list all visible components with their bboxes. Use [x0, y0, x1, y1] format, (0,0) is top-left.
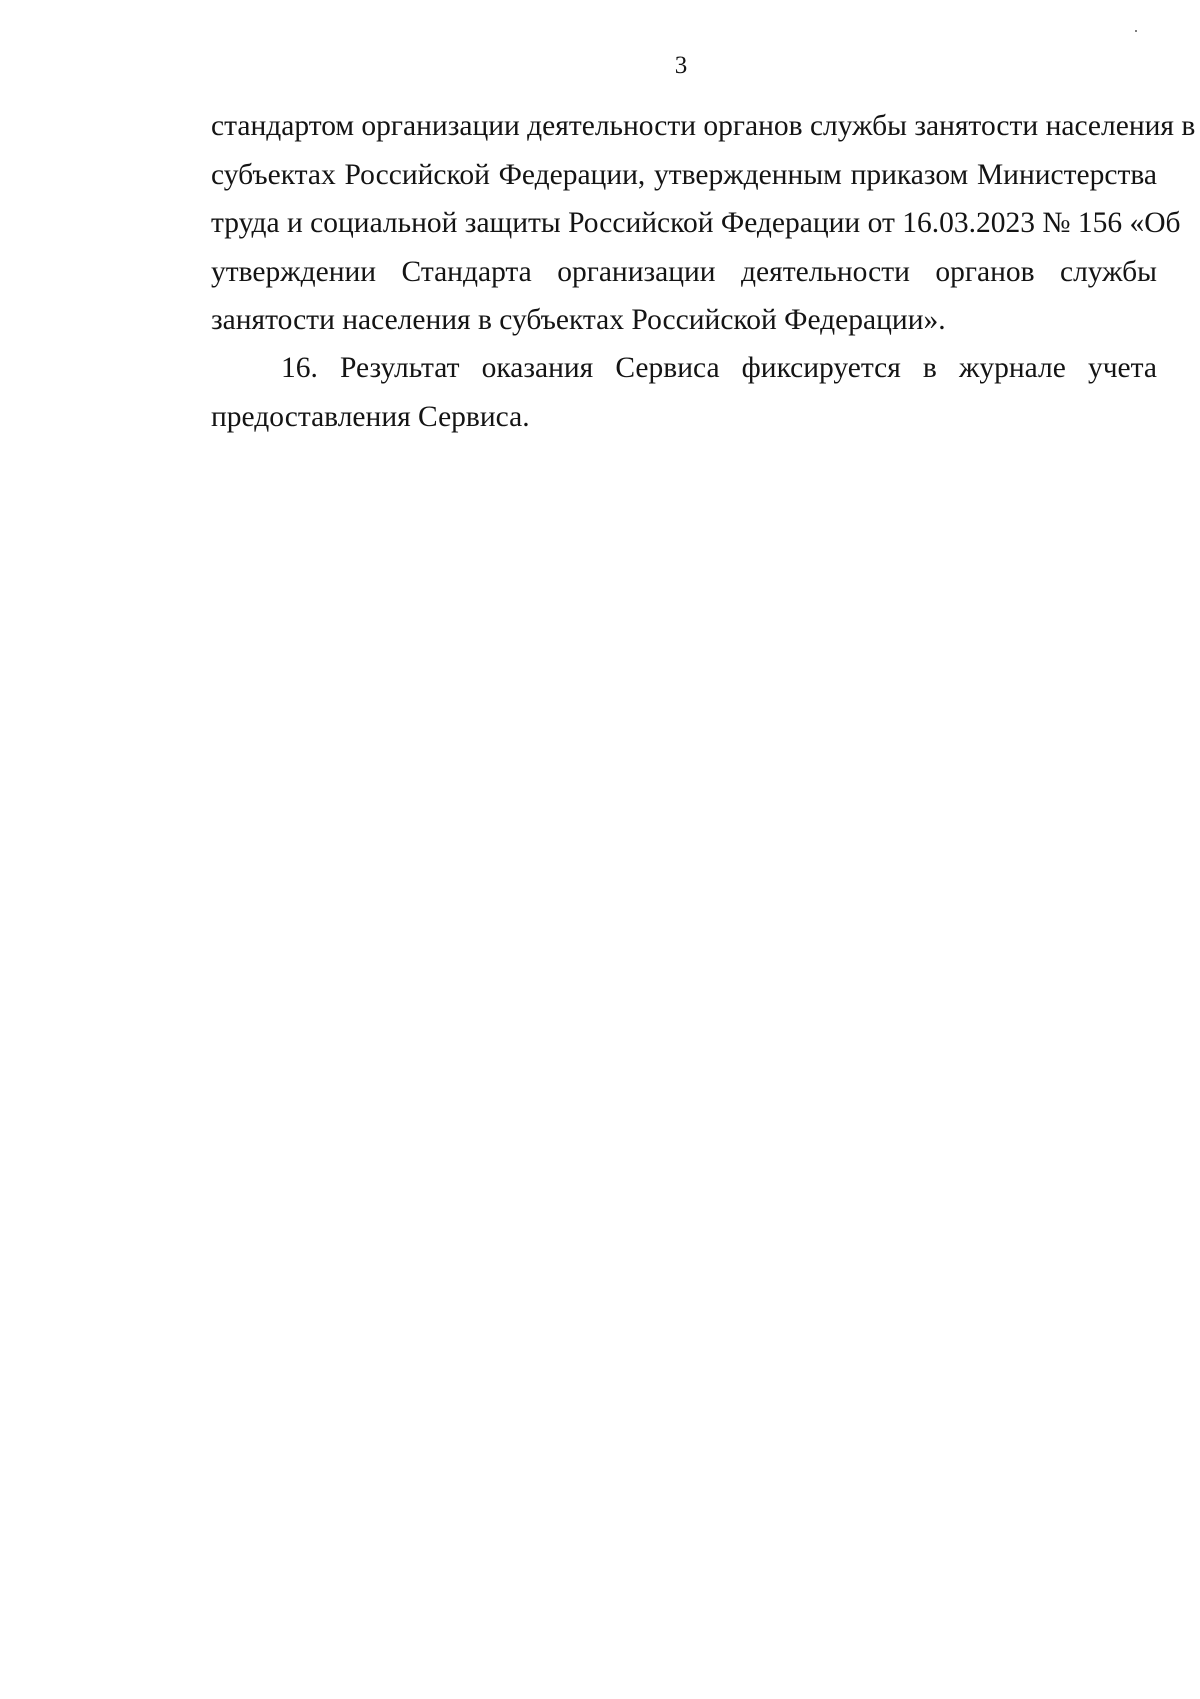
page-number: 3	[674, 52, 688, 79]
text-line: предоставления Сервиса.	[211, 400, 530, 433]
text-line: стандартом организации деятельности органов службы занятости населения в	[211, 110, 1196, 142]
paragraph-item-16	[211, 344, 1157, 441]
text-line: утверждении Стандарта организации деятельности органов службы	[211, 255, 1157, 288]
text-line: труда и социальной защиты Российской Федерации от 16.03.2023 № 156 «Об	[211, 207, 1181, 239]
scan-speck	[1135, 30, 1137, 32]
text-line: субъектах Российской Федерации, утвержденным приказом Министерства	[211, 158, 1157, 191]
text-line: занятости населения в субъектах Российской Федерации».	[211, 304, 946, 336]
paragraph-continuation	[211, 102, 1196, 345]
text-line: 16. Результат оказания Сервиса фиксируется в журнале учета	[281, 352, 1157, 384]
